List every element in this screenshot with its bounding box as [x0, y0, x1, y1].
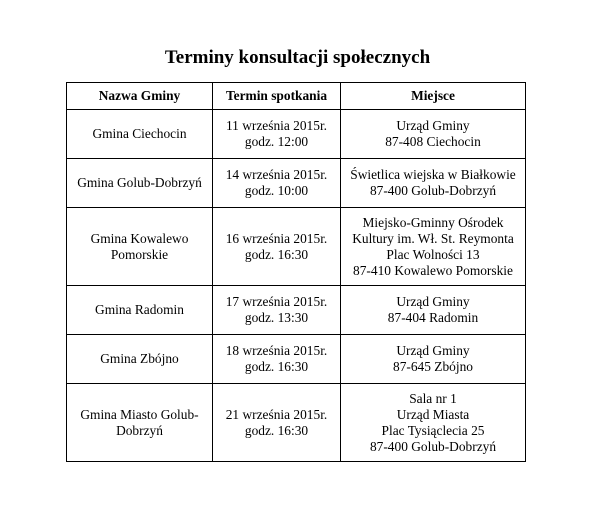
termin-cell [213, 159, 341, 208]
gmina-line: Gmina Kowalewo [90, 230, 189, 246]
date-line: 18 września 2015r. [225, 343, 328, 358]
page-title: Terminy konsultacji społecznych [164, 47, 431, 68]
place-line: Sala nr 1 [409, 390, 457, 406]
place-line: Plac Wolności 13 [386, 246, 480, 262]
place-line: Urząd Gminy [396, 343, 470, 358]
gmina-line: Gmina Zbójno [100, 351, 179, 366]
date-line: 14 września 2015r. [225, 167, 328, 182]
gmina-cell [67, 110, 213, 159]
termin-cell [213, 110, 341, 159]
time-line: godz. 13:30 [244, 310, 309, 325]
place-line: Świetlica wiejska w Białkowie [350, 167, 516, 182]
place-line: Urząd Gminy [396, 294, 470, 309]
time-line: godz. 12:00 [244, 134, 309, 149]
header-miejsce: Miejsce [341, 83, 526, 110]
place-line: 87-410 Kowalewo Pomorskie [353, 262, 513, 278]
place-line: Kultury im. Wł. St. Reymonta [352, 230, 514, 246]
gmina-line: Pomorskie [110, 246, 169, 262]
miejsce-cell [341, 110, 526, 159]
table-row [67, 335, 526, 384]
time-line: godz. 16:30 [244, 359, 309, 374]
gmina-cell [67, 208, 213, 286]
table-row [67, 384, 526, 462]
place-line: Plac Tysiąclecia 25 [381, 422, 485, 438]
consultation-table [66, 82, 526, 462]
place-line: 87-404 Radomin [387, 310, 479, 325]
gmina-line: Gmina Golub-Dobrzyń [77, 175, 202, 190]
header-termin-spotkania: Termin spotkania [213, 83, 341, 110]
miejsce-cell [341, 208, 526, 286]
termin-cell [213, 384, 341, 462]
gmina-line: Dobrzyń [116, 422, 163, 438]
header-nazwa-gminy: Nazwa Gminy [67, 83, 213, 110]
termin-cell [213, 335, 341, 384]
date-line: 16 września 2015r. [225, 230, 328, 246]
table-row [67, 208, 526, 286]
time-line: godz. 10:00 [244, 183, 309, 198]
date-line: 17 września 2015r. [225, 294, 328, 309]
miejsce-cell [341, 335, 526, 384]
table-header-row [67, 83, 526, 110]
gmina-line: Gmina Miasto Golub- [80, 406, 199, 422]
time-line: godz. 16:30 [244, 422, 309, 438]
gmina-cell [67, 384, 213, 462]
miejsce-cell [341, 384, 526, 462]
gmina-cell [67, 335, 213, 384]
place-line: Urząd Miasta [396, 406, 470, 422]
place-line: 87-645 Zbójno [393, 359, 473, 374]
gmina-cell [67, 159, 213, 208]
table-row [67, 110, 526, 159]
gmina-line: Gmina Radomin [95, 302, 184, 317]
time-line: godz. 16:30 [244, 246, 309, 262]
gmina-line: Gmina Ciechocin [92, 126, 187, 141]
table-row [67, 159, 526, 208]
termin-cell [213, 286, 341, 335]
date-line: 21 września 2015r. [225, 406, 328, 422]
place-line: 87-400 Golub-Dobrzyń [369, 438, 497, 454]
gmina-cell [67, 286, 213, 335]
miejsce-cell [341, 159, 526, 208]
place-line: 87-400 Golub-Dobrzyń [369, 183, 497, 198]
place-line: 87-408 Ciechocin [385, 134, 481, 149]
miejsce-cell [341, 286, 526, 335]
table-row [67, 286, 526, 335]
termin-cell [213, 208, 341, 286]
date-line: 11 września 2015r. [225, 118, 328, 133]
place-line: Urząd Gminy [396, 118, 470, 133]
place-line: Miejsko-Gminny Ośrodek [362, 214, 504, 230]
